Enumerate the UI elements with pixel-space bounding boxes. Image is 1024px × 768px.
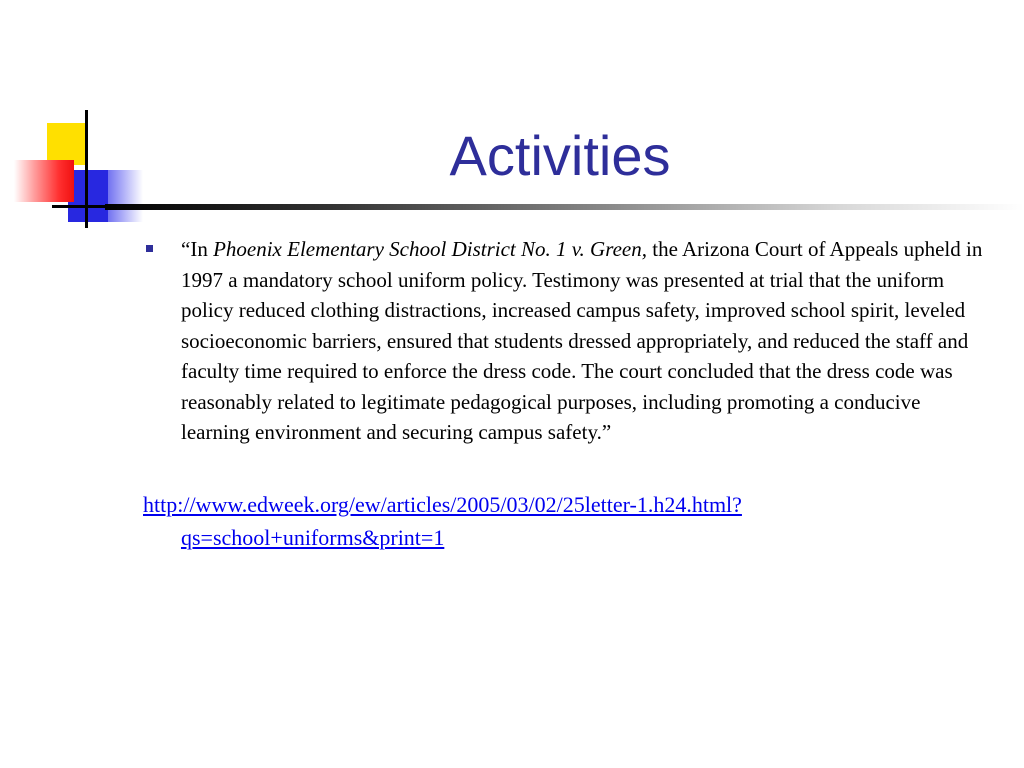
square-bullet-icon [146, 245, 153, 252]
bullet-item [143, 234, 993, 448]
bullet-text [181, 237, 982, 444]
blue-square [68, 170, 108, 222]
bullet-prefix: “In [181, 237, 214, 261]
slide-content [143, 234, 993, 554]
yellow-square [47, 123, 87, 165]
logo-vertical-line [85, 110, 88, 228]
red-square [14, 160, 74, 202]
bullet-body: the Arizona Court of Appeals upheld in 1997 a mandatory school uniform policy. Testimony was presented at trial that the uniform policy reduced clothing distractions, increased campus safety, improved school spirit, leveled socioeconomic barriers, ensured that students dressed appropriately, and reduced the staff and faculty time required to enforce the dress code. The court concluded that the dress code was reasonably related to legitimate pedagogical purposes, including promoting a conducive learning environment and securing campus safety.” [181, 237, 983, 444]
source-link[interactable]: http://www.edweek.org/ew/articles/2005/03/02/25letter-1.h24.html?qs=school+uniforms&print=1 [143, 491, 742, 550]
title-divider [105, 204, 1024, 210]
case-name: Phoenix Elementary School District No. 1 v. Green, [213, 237, 647, 261]
source-link-row [143, 488, 993, 554]
slide-title: Activities [449, 124, 671, 187]
